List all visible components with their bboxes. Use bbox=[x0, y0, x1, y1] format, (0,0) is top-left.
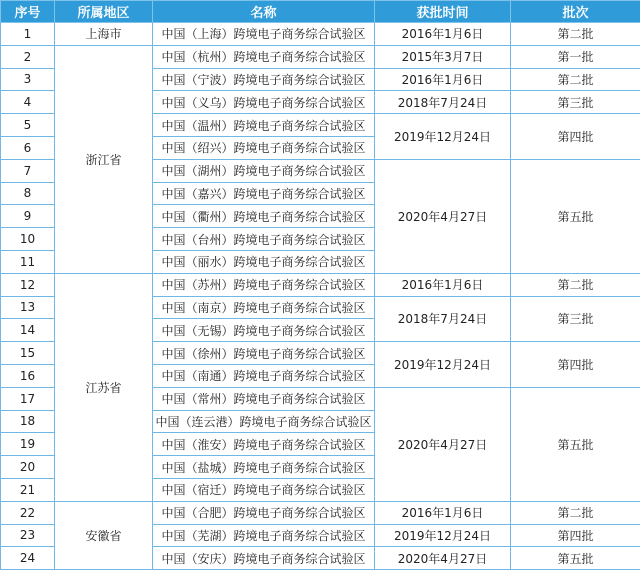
cell-name: 中国（苏州）跨境电子商务综合试验区 bbox=[153, 273, 375, 296]
cell-batch: 第五批 bbox=[511, 159, 640, 273]
cell-batch: 第三批 bbox=[511, 296, 640, 342]
cell-no: 17 bbox=[1, 387, 55, 410]
cell-no: 8 bbox=[1, 182, 55, 205]
cell-no: 13 bbox=[1, 296, 55, 319]
cell-no: 9 bbox=[1, 205, 55, 228]
table-row bbox=[1, 45, 640, 68]
cell-name: 中国（嘉兴）跨境电子商务综合试验区 bbox=[153, 182, 375, 205]
cell-name: 中国（义乌）跨境电子商务综合试验区 bbox=[153, 91, 375, 114]
cell-no: 5 bbox=[1, 114, 55, 137]
cell-name: 中国（徐州）跨境电子商务综合试验区 bbox=[153, 342, 375, 365]
cell-name: 中国（安庆）跨境电子商务综合试验区 bbox=[153, 547, 375, 570]
header-region: 所属地区 bbox=[55, 1, 153, 23]
cell-batch: 第四批 bbox=[511, 524, 640, 547]
table-row bbox=[1, 501, 640, 524]
cell-name: 中国（盐城）跨境电子商务综合试验区 bbox=[153, 456, 375, 479]
table-body bbox=[1, 23, 640, 570]
cell-region: 江苏省 bbox=[55, 273, 153, 501]
cell-name: 中国（南京）跨境电子商务综合试验区 bbox=[153, 296, 375, 319]
cell-date: 2019年12月24日 bbox=[375, 342, 511, 388]
cell-batch: 第四批 bbox=[511, 342, 640, 388]
cell-no: 10 bbox=[1, 228, 55, 251]
cell-no: 1 bbox=[1, 23, 55, 46]
cell-no: 22 bbox=[1, 501, 55, 524]
cell-date: 2019年12月24日 bbox=[375, 524, 511, 547]
header-date: 获批时间 bbox=[375, 1, 511, 23]
cell-name: 中国（常州）跨境电子商务综合试验区 bbox=[153, 387, 375, 410]
cell-name: 中国（台州）跨境电子商务综合试验区 bbox=[153, 228, 375, 251]
cell-name: 中国（无锡）跨境电子商务综合试验区 bbox=[153, 319, 375, 342]
header-batch: 批次 bbox=[511, 1, 640, 23]
cell-name: 中国（淮安）跨境电子商务综合试验区 bbox=[153, 433, 375, 456]
cell-region: 浙江省 bbox=[55, 45, 153, 273]
cell-name: 中国（湖州）跨境电子商务综合试验区 bbox=[153, 159, 375, 182]
cell-date: 2016年1月6日 bbox=[375, 23, 511, 46]
cell-date: 2019年12月24日 bbox=[375, 114, 511, 160]
cell-no: 24 bbox=[1, 547, 55, 570]
cell-name: 中国（宿迁）跨境电子商务综合试验区 bbox=[153, 478, 375, 501]
cell-name: 中国（合肥）跨境电子商务综合试验区 bbox=[153, 501, 375, 524]
cell-date: 2020年4月27日 bbox=[375, 159, 511, 273]
cell-no: 2 bbox=[1, 45, 55, 68]
cell-batch: 第二批 bbox=[511, 273, 640, 296]
cell-no: 3 bbox=[1, 68, 55, 91]
cell-no: 18 bbox=[1, 410, 55, 433]
cell-no: 4 bbox=[1, 91, 55, 114]
cell-no: 21 bbox=[1, 478, 55, 501]
cell-name: 中国（连云港）跨境电子商务综合试验区 bbox=[153, 410, 375, 433]
cell-name: 中国（衢州）跨境电子商务综合试验区 bbox=[153, 205, 375, 228]
cell-no: 15 bbox=[1, 342, 55, 365]
cell-no: 20 bbox=[1, 456, 55, 479]
cell-batch: 第二批 bbox=[511, 23, 640, 46]
cell-name: 中国（南通）跨境电子商务综合试验区 bbox=[153, 364, 375, 387]
cell-date: 2015年3月7日 bbox=[375, 45, 511, 68]
cell-batch: 第二批 bbox=[511, 68, 640, 91]
cell-name: 中国（上海）跨境电子商务综合试验区 bbox=[153, 23, 375, 46]
table-row bbox=[1, 273, 640, 296]
cell-batch: 第二批 bbox=[511, 501, 640, 524]
cell-region: 上海市 bbox=[55, 23, 153, 46]
cell-batch: 第三批 bbox=[511, 91, 640, 114]
cell-date: 2020年4月27日 bbox=[375, 547, 511, 570]
cell-name: 中国（杭州）跨境电子商务综合试验区 bbox=[153, 45, 375, 68]
header-row bbox=[1, 1, 640, 23]
header-no: 序号 bbox=[1, 1, 55, 23]
cell-no: 23 bbox=[1, 524, 55, 547]
cell-batch: 第五批 bbox=[511, 387, 640, 501]
cell-batch: 第四批 bbox=[511, 114, 640, 160]
cell-name: 中国（丽水）跨境电子商务综合试验区 bbox=[153, 250, 375, 273]
cell-date: 2018年7月24日 bbox=[375, 296, 511, 342]
cell-no: 12 bbox=[1, 273, 55, 296]
table-row bbox=[1, 23, 640, 46]
cell-date: 2018年7月24日 bbox=[375, 91, 511, 114]
cell-no: 7 bbox=[1, 159, 55, 182]
cell-date: 2016年1月6日 bbox=[375, 273, 511, 296]
header-name: 名称 bbox=[153, 1, 375, 23]
cell-no: 19 bbox=[1, 433, 55, 456]
cell-date: 2016年1月6日 bbox=[375, 501, 511, 524]
cell-name: 中国（绍兴）跨境电子商务综合试验区 bbox=[153, 136, 375, 159]
cell-name: 中国（温州）跨境电子商务综合试验区 bbox=[153, 114, 375, 137]
table-header bbox=[1, 1, 640, 23]
cell-no: 11 bbox=[1, 250, 55, 273]
cell-no: 14 bbox=[1, 319, 55, 342]
cell-name: 中国（宁波）跨境电子商务综合试验区 bbox=[153, 68, 375, 91]
cell-region: 安徽省 bbox=[55, 501, 153, 569]
cell-name: 中国（芜湖）跨境电子商务综合试验区 bbox=[153, 524, 375, 547]
cell-batch: 第一批 bbox=[511, 45, 640, 68]
cell-batch: 第五批 bbox=[511, 547, 640, 570]
cell-no: 6 bbox=[1, 136, 55, 159]
cell-no: 16 bbox=[1, 364, 55, 387]
cell-date: 2020年4月27日 bbox=[375, 387, 511, 501]
cell-date: 2016年1月6日 bbox=[375, 68, 511, 91]
